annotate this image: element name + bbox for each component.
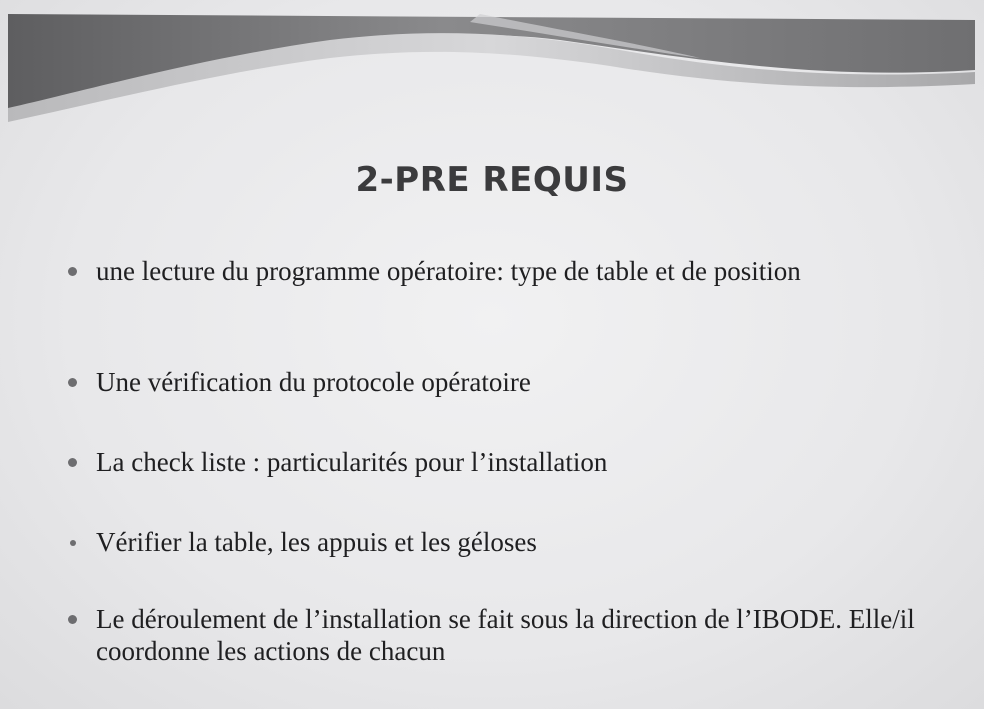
bullet-dot-icon: [70, 540, 76, 546]
bullet-dot-icon: [68, 267, 77, 276]
bullet-text: Le déroulement de l’installation se fait sous la direction de l’IBODE. Elle/il coordonne les actions de chacun: [96, 604, 915, 666]
bullet-text: Vérifier la table, les appuis et les géloses: [96, 527, 537, 557]
bullet-text: Une vérification du protocole opératoire: [96, 367, 531, 397]
list-item: [58, 255, 801, 287]
list-item: [58, 366, 531, 398]
bullet-text: La check liste : particularités pour l’installation: [96, 447, 608, 477]
slide-title: 2-PRE REQUIS: [355, 160, 629, 200]
list-item: [58, 526, 537, 558]
header-swoosh-banner: [0, 0, 984, 130]
bullet-dot-icon: [68, 378, 77, 387]
list-item: [58, 446, 607, 478]
bullet-dot-icon: [68, 615, 77, 624]
bullet-dot-icon: [68, 458, 77, 467]
list-item: [58, 603, 918, 667]
bullet-text: une lecture du programme opératoire: type de table et de position: [96, 256, 801, 286]
